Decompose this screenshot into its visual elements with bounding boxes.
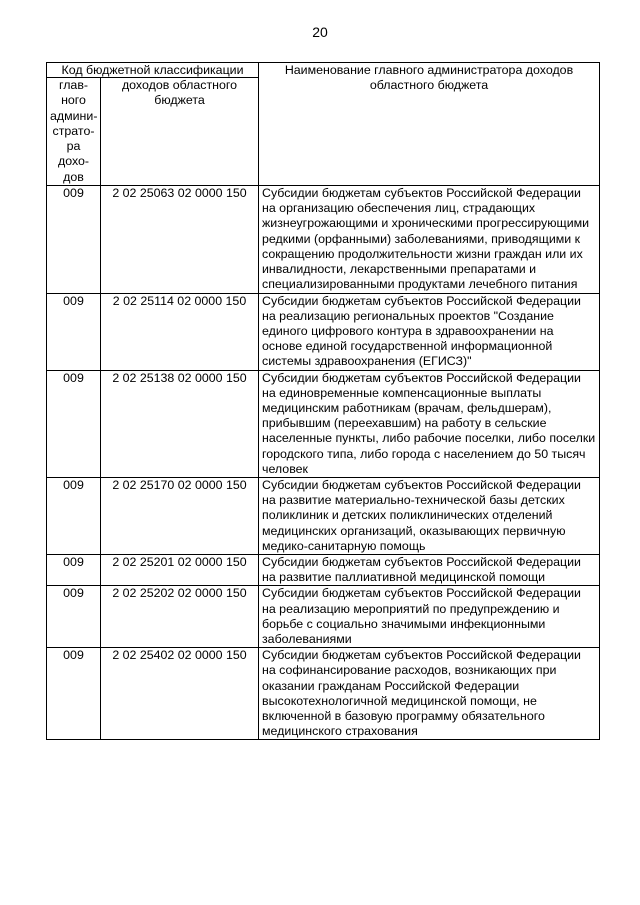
- income-code-cell: 2 02 25402 02 0000 150: [101, 648, 259, 740]
- administrator-name-cell: Субсидии бюджетам субъектов Российской Федерации на организацию обеспечения лиц, страдающих жизнеугрожающими и хроническими прогрессирующими редкими (орфанными) заболеваниями, приводящими к сокращению продолжительности жизни граждан или их инвалидности, лекарственными препаратами и специализированными продуктами лечебного питания: [259, 186, 600, 293]
- table-row: [47, 554, 600, 585]
- administrator-name-cell: Субсидии бюджетам субъектов Российской Федерации на реализацию региональных проектов "Создание единого цифрового контура в здравоохранении на основе единой государственной информационной системы здравоохранения (ЕГИСЗ)": [259, 293, 600, 370]
- table-row: [47, 186, 600, 293]
- header-main-administrator: глав- ного админи- страто- ра дохо- дов: [47, 78, 101, 186]
- table-row: [47, 477, 600, 554]
- admin-code-cell: 009: [47, 293, 101, 370]
- table-row: [47, 293, 600, 370]
- budget-classification-table: [46, 62, 600, 740]
- header-row-group: [47, 63, 600, 78]
- header-regional-income: доходов областного бюджета: [101, 78, 259, 186]
- administrator-name-cell: Субсидии бюджетам субъектов Российской Федерации на единовременные компенсационные выплаты медицинским работникам (врачам, фельдшерам), прибывшим (переехавшим) на работу в сельские населенные пункты, либо рабочие поселки, либо поселки городского типа, либо города с населением до 50 тысяч человек: [259, 370, 600, 477]
- income-code-cell: 2 02 25114 02 0000 150: [101, 293, 259, 370]
- page-number: 20: [312, 24, 328, 40]
- table-row: [47, 648, 600, 740]
- admin-code-cell: 009: [47, 648, 101, 740]
- table-row: [47, 586, 600, 648]
- income-code-cell: 2 02 25138 02 0000 150: [101, 370, 259, 477]
- income-code-cell: 2 02 25063 02 0000 150: [101, 186, 259, 293]
- admin-code-cell: 009: [47, 186, 101, 293]
- table-body: [47, 186, 600, 740]
- header-classification-code: Код бюджетной классификации: [47, 63, 259, 78]
- income-code-cell: 2 02 25170 02 0000 150: [101, 477, 259, 554]
- table-row: [47, 370, 600, 477]
- income-code-cell: 2 02 25201 02 0000 150: [101, 554, 259, 585]
- admin-code-cell: 009: [47, 477, 101, 554]
- admin-code-cell: 009: [47, 554, 101, 585]
- administrator-name-cell: Субсидии бюджетам субъектов Российской Федерации на софинансирование расходов, возникающих при оказании гражданам Российской Федерации высокотехнологичной медицинской помощи, не включенной в базовую программу обязательного медицинского страхования: [259, 648, 600, 740]
- income-code-cell: 2 02 25202 02 0000 150: [101, 586, 259, 648]
- header-administrator-name: Наименование главного администратора доходов областного бюджета: [259, 63, 600, 186]
- administrator-name-cell: Субсидии бюджетам субъектов Российской Федерации на развитие паллиативной медицинской помощи: [259, 554, 600, 585]
- administrator-name-cell: Субсидии бюджетам субъектов Российской Федерации на развитие материально-технической базы детских поликлиник и детских поликлинических отделений медицинских организаций, оказывающих первичную медико-санитарную помощь: [259, 477, 600, 554]
- admin-code-cell: 009: [47, 586, 101, 648]
- administrator-name-cell: Субсидии бюджетам субъектов Российской Федерации на реализацию мероприятий по предупреждению и борьбе с социально значимыми инфекционными заболеваниями: [259, 586, 600, 648]
- admin-code-cell: 009: [47, 370, 101, 477]
